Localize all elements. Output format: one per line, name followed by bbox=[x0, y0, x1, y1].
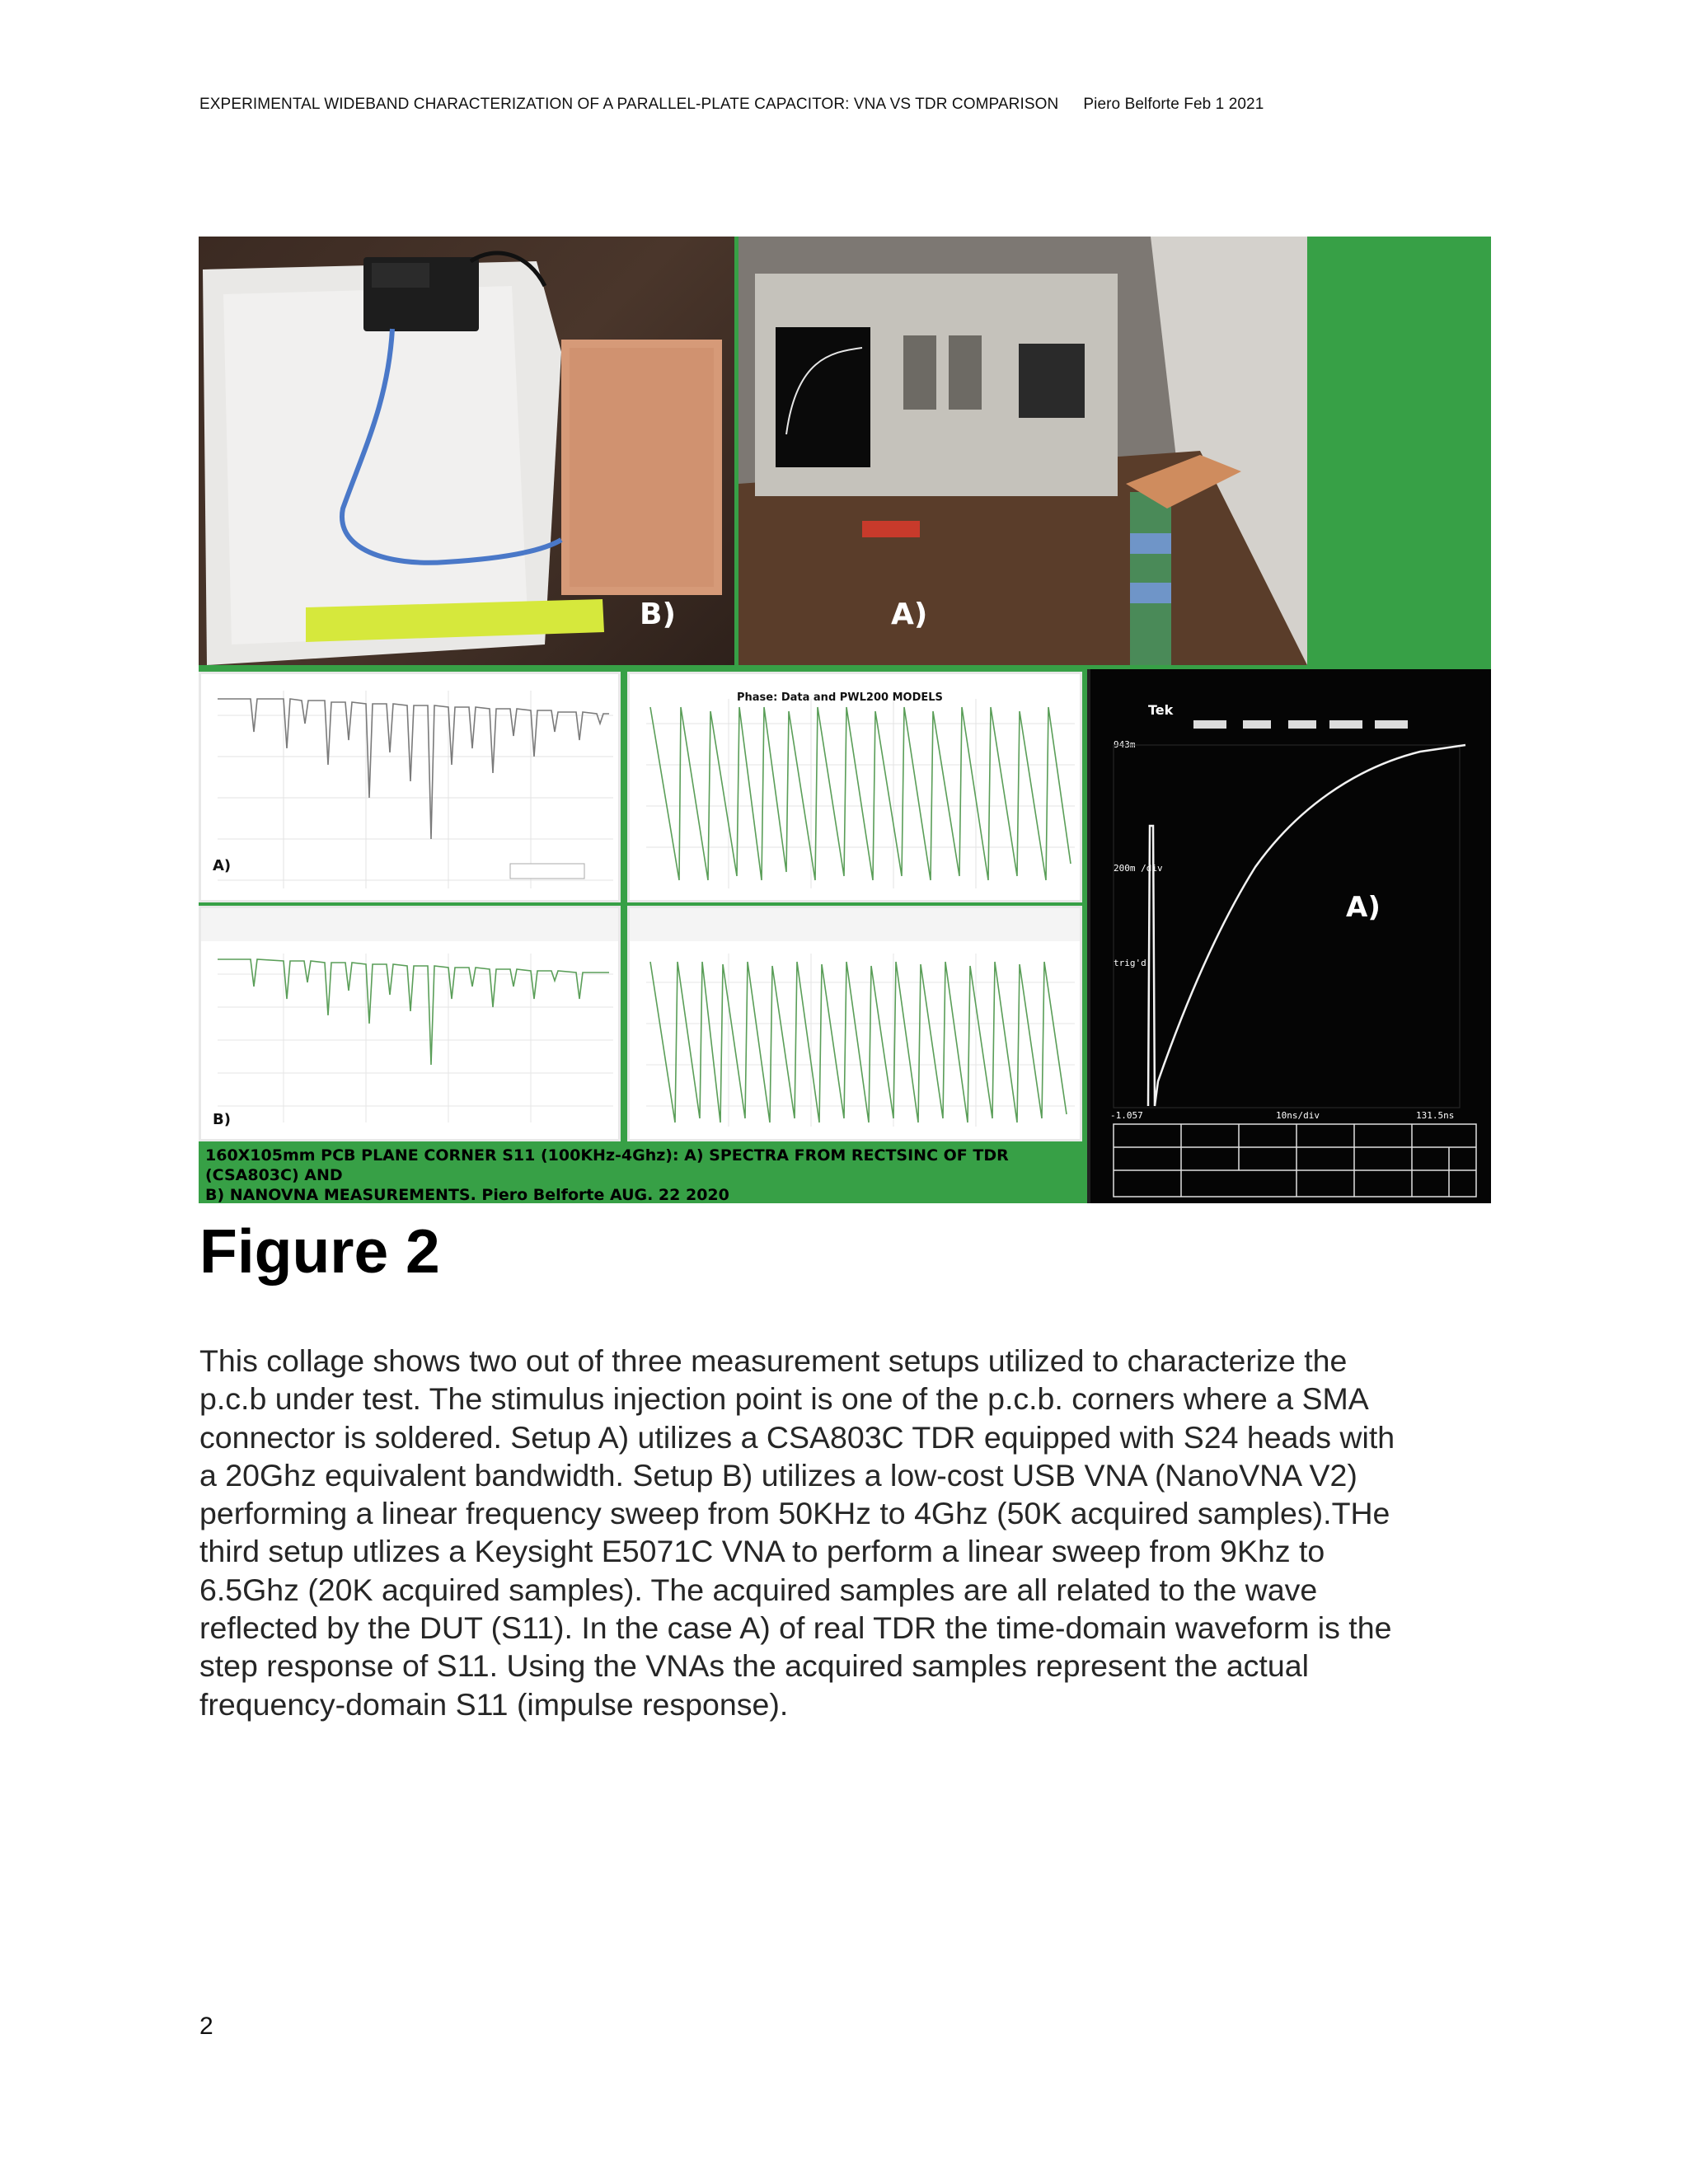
figure-collage bbox=[199, 237, 1491, 1203]
plot-panel-magnitude-tdr bbox=[199, 672, 621, 902]
tdr-module-2 bbox=[949, 335, 982, 410]
photo-tdr-drawing bbox=[738, 237, 1307, 665]
phase-trace-vna bbox=[650, 962, 1067, 1122]
app-toolbar bbox=[201, 908, 621, 941]
scope-menu-table bbox=[1114, 1124, 1476, 1197]
header-author: Piero Belforte Feb 1 2021 bbox=[1083, 96, 1264, 113]
plot-grid bbox=[218, 691, 613, 888]
plot-magnitude-vna bbox=[201, 908, 621, 1141]
plot-panel-phase-tdr bbox=[627, 672, 1082, 902]
tdr-module-1 bbox=[903, 335, 936, 410]
plot-panel-phase-vna bbox=[627, 906, 1082, 1141]
scope-readout-timediv: 10ns/div bbox=[1276, 1110, 1320, 1121]
nanovna-screen bbox=[372, 263, 429, 288]
oscilloscope-screen bbox=[1087, 669, 1491, 1203]
red-handle bbox=[862, 521, 920, 537]
support-stripe-2 bbox=[1130, 583, 1171, 603]
scope-graticule bbox=[1114, 745, 1460, 1108]
body-line: p.c.b under test. The stimulus injection point is one of the p.c.b. corners where a SMA bbox=[199, 1381, 1369, 1417]
phase-panel-title: Phase: Data and PWL200 MODELS bbox=[737, 691, 943, 704]
page-number: 2 bbox=[199, 2013, 213, 2040]
photo-label-a: A) bbox=[891, 598, 928, 631]
scope-readout-scale: 200m /div bbox=[1114, 863, 1163, 874]
figure-title: Figure 2 bbox=[199, 1216, 440, 1286]
scope-readout-bottom: -1.057 bbox=[1110, 1110, 1143, 1121]
body-line: connector is soldered. Setup A) utilizes a CSA803C TDR equipped with S24 heads with bbox=[199, 1419, 1395, 1455]
body-paragraph bbox=[199, 1342, 1502, 1723]
body-line: reflected by the DUT (S11). In the case A) of real TDR the time-domain waveform is the bbox=[199, 1610, 1392, 1646]
support-stripe-1 bbox=[1130, 533, 1171, 554]
figure-caption-line-1: 160X105mm PCB PLANE CORNER S11 (100KHz-4Ghz): A) SPECTRA FROM RECTSINC OF TDR (CSA803C) AND bbox=[205, 1146, 1009, 1184]
tdr-heads bbox=[1019, 344, 1085, 418]
body-line: performing a linear frequency sweep from 50KHz to 4Ghz (50K acquired samples).THe bbox=[199, 1496, 1390, 1531]
body-line: third setup utlizes a Keysight E5071C VNA to perform a linear sweep from 9Khz to bbox=[199, 1534, 1325, 1569]
panel-label-a: A) bbox=[213, 857, 232, 874]
body-line: a 20Ghz equivalent bandwidth. Setup B) utilizes a low-cost USB VNA (NanoVNA V2) bbox=[199, 1457, 1357, 1493]
photo-tdr-setup bbox=[738, 237, 1307, 665]
plot-panel-magnitude-vna bbox=[199, 906, 621, 1141]
magnitude-trace-tdr bbox=[218, 699, 609, 839]
figure-caption-line-2: B) NANOVNA MEASUREMENTS. Piero Belforte AUG. 22 2020 bbox=[205, 1186, 729, 1203]
phase-trace-tdr bbox=[650, 707, 1071, 880]
figure-caption-band bbox=[205, 1146, 1083, 1203]
running-header bbox=[199, 96, 1264, 114]
plot-phase-tdr bbox=[630, 674, 1082, 902]
scope-menu-keys bbox=[1193, 720, 1408, 729]
header-title: EXPERIMENTAL WIDEBAND CHARACTERIZATION OF A PARALLEL-PLATE CAPACITOR: VNA VS TDR COMPARISON bbox=[199, 96, 1059, 113]
panel-label-b: B) bbox=[213, 1111, 231, 1128]
app-toolbar bbox=[630, 908, 1082, 941]
body-line: This collage shows two out of three measurement setups utilized to characterize the bbox=[199, 1343, 1348, 1378]
photo-nanovna-setup bbox=[199, 237, 734, 665]
scope-label-a: A) bbox=[1346, 891, 1381, 924]
plot-magnitude-tdr bbox=[201, 674, 621, 902]
scope-drawing bbox=[1090, 669, 1491, 1203]
body-line: 6.5Ghz (20K acquired samples). The acquired samples are all related to the wave bbox=[199, 1572, 1318, 1607]
scope-readout-timeend: 131.5ns bbox=[1416, 1110, 1455, 1121]
photo-label-b: B) bbox=[640, 598, 676, 631]
body-line: step response of S11. Using the VNAs the acquired samples represent the actual bbox=[199, 1648, 1309, 1684]
support-block bbox=[1130, 492, 1171, 665]
scope-readout-trig: trig'd bbox=[1114, 958, 1146, 968]
scope-brand: Tek bbox=[1148, 702, 1174, 718]
plot-phase-vna bbox=[630, 908, 1082, 1141]
plot-legend bbox=[510, 864, 584, 879]
body-line: frequency-domain S11 (impulse response). bbox=[199, 1686, 789, 1722]
pcb-shade bbox=[570, 348, 714, 587]
scope-step-trace bbox=[1148, 745, 1465, 1106]
magnitude-trace-vna bbox=[218, 959, 609, 1065]
foil-highlight bbox=[223, 286, 528, 644]
photo-nanovna-drawing bbox=[199, 237, 734, 665]
scope-readout-top: 943m bbox=[1114, 739, 1136, 750]
